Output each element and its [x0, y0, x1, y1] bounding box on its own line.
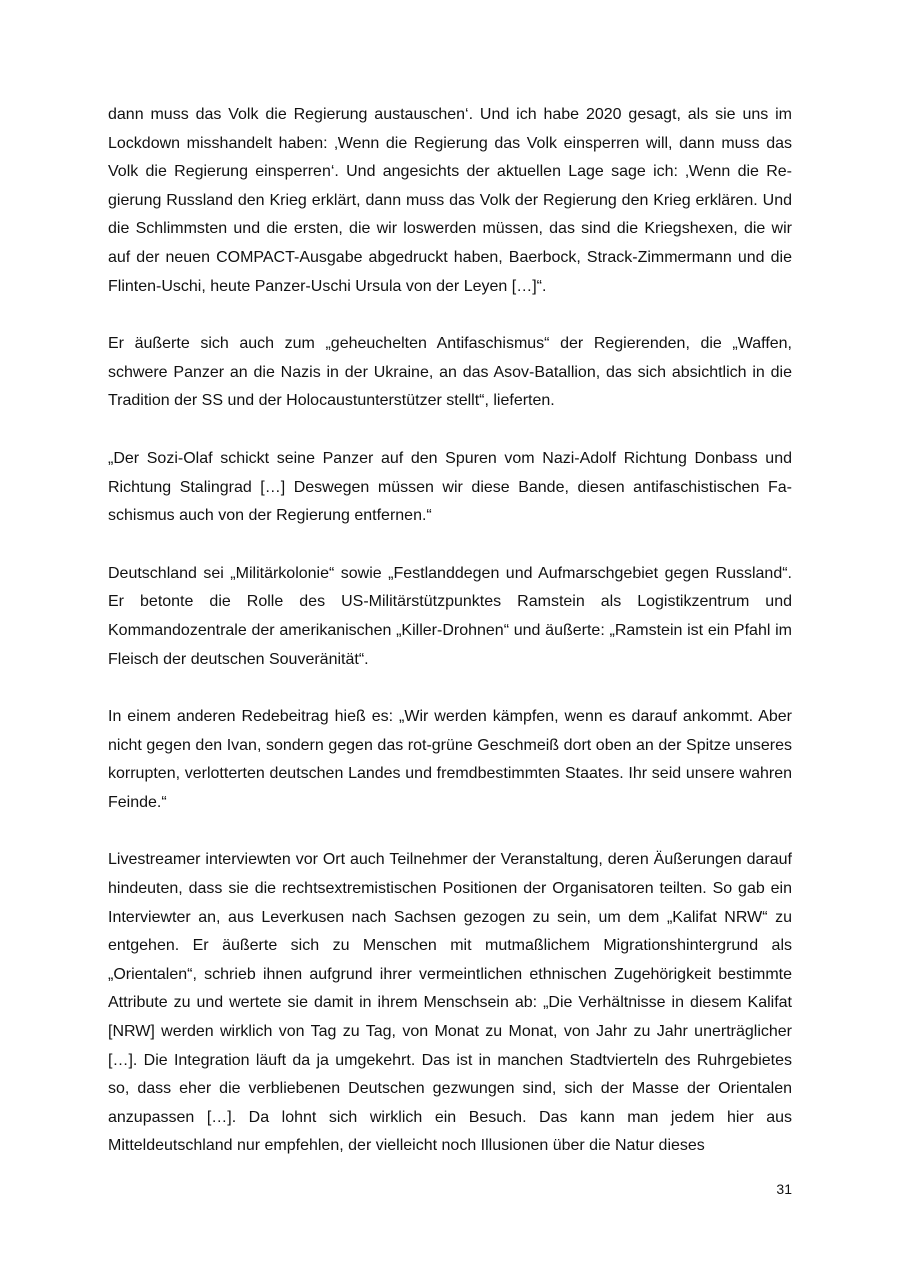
paragraph: In einem anderen Redebeitrag hieß es: „Wir werden kämpfen, wenn es darauf ankommt. Aber nicht gegen den Ivan, sondern gegen das rot-grüne Geschmeiß dort oben an der Spitze unseres korrupten, verlotterten deutschen Landes und fremdbestimmten Staates. Ihr seid unsere wahren Feinde.“	[108, 708, 792, 811]
page-number: 31	[776, 1181, 792, 1197]
paragraph: dann muss das Volk die Regierung austauschen‘. Und ich habe 2020 gesagt, als sie uns im Lockdown misshandelt haben: ‚Wenn die Regierung das Volk einsperren will, dann muss das Volk die Regierung einsperren‘. Und angesichts der aktuellen Lage sage ich: ‚Wenn die Regierung Russland den Krieg erklärt, dann muss das Volk der Regierung den Krieg erklären. Und die Schlimmsten und die ersten, die wir loswerden müssen, das sind die Kriegshexen, die wir auf der neuen COMPACT-Ausgabe abgedruckt haben, Baerbock, Strack-Zimmermann und die Flinten-Uschi, heute Panzer-Uschi Ursula von der Leyen […]“.	[108, 106, 792, 295]
paragraph: Deutschland sei „Militärkolonie“ sowie „Festlanddegen und Aufmarschgebiet gegen Russland“. Er betonte die Rolle des US-Militärstützpunktes Ramstein als Logistikzentrum und Kommandozentrale der amerikanischen „Killer-Drohnen“ und äußerte: „Ramstein ist ein Pfahl im Fleisch der deutschen Souveränität“.	[108, 564, 792, 668]
paragraph: Livestreamer interviewten vor Ort auch Teilnehmer der Veranstaltung, deren Äußerungen darauf hindeuten, dass sie die rechtsextremistischen Positionen der Organisatoren teilten. So gab ein Interviewter an, aus Leverkusen nach Sachsen gezogen zu sein, um dem „Kalifat NRW“ zu entgehen. Er äußerte sich zu Menschen mit mutmaßlichem Migrationshintergrund als „Orientalen“, schrieb ihnen aufgrund ihrer vermeintlichen ethnischen Zugehörigkeit bestimmte Attribute zu und wertete sie damit in ihrem Menschsein ab: „Die Verhältnisse in diesem Kalifat [NRW] werden wirklich von Tag zu Tag, von Monat zu Monat, von Jahr zu Jahr unerträglicher […]. Die Integration läuft da ja umgekehrt. Das ist in manchen Stadtvierteln des Ruhrgebietes so, dass eher die verbliebenen Deutschen gezwungen sind, sich der Masse der Orientalen anzupassen […]. Da lohnt sich wirklich ein Besuch. Das kann man jedem hier aus Mitteldeutschland nur empfehlen, der vielleicht noch Illusionen über die Natur dieses	[108, 851, 792, 1155]
paragraph: „Der Sozi-Olaf schickt seine Panzer auf den Spuren vom Nazi-Adolf Richtung Donbass und Richtung Stalingrad […] Deswegen müssen wir diese Bande, diesen antifaschistischen Faschismus auch von der Regierung entfernen.“	[108, 449, 792, 525]
body-text	[108, 101, 792, 1190]
paragraph: Er äußerte sich auch zum „geheuchelten Antifaschismus“ der Regierenden, die „Waffen, schwere Panzer an die Nazis in der Ukraine, an das Asov-Batallion, das sich absichtlich in die Tradition der SS und der Holocaustunterstützer stellt“, lieferten.	[108, 335, 792, 410]
